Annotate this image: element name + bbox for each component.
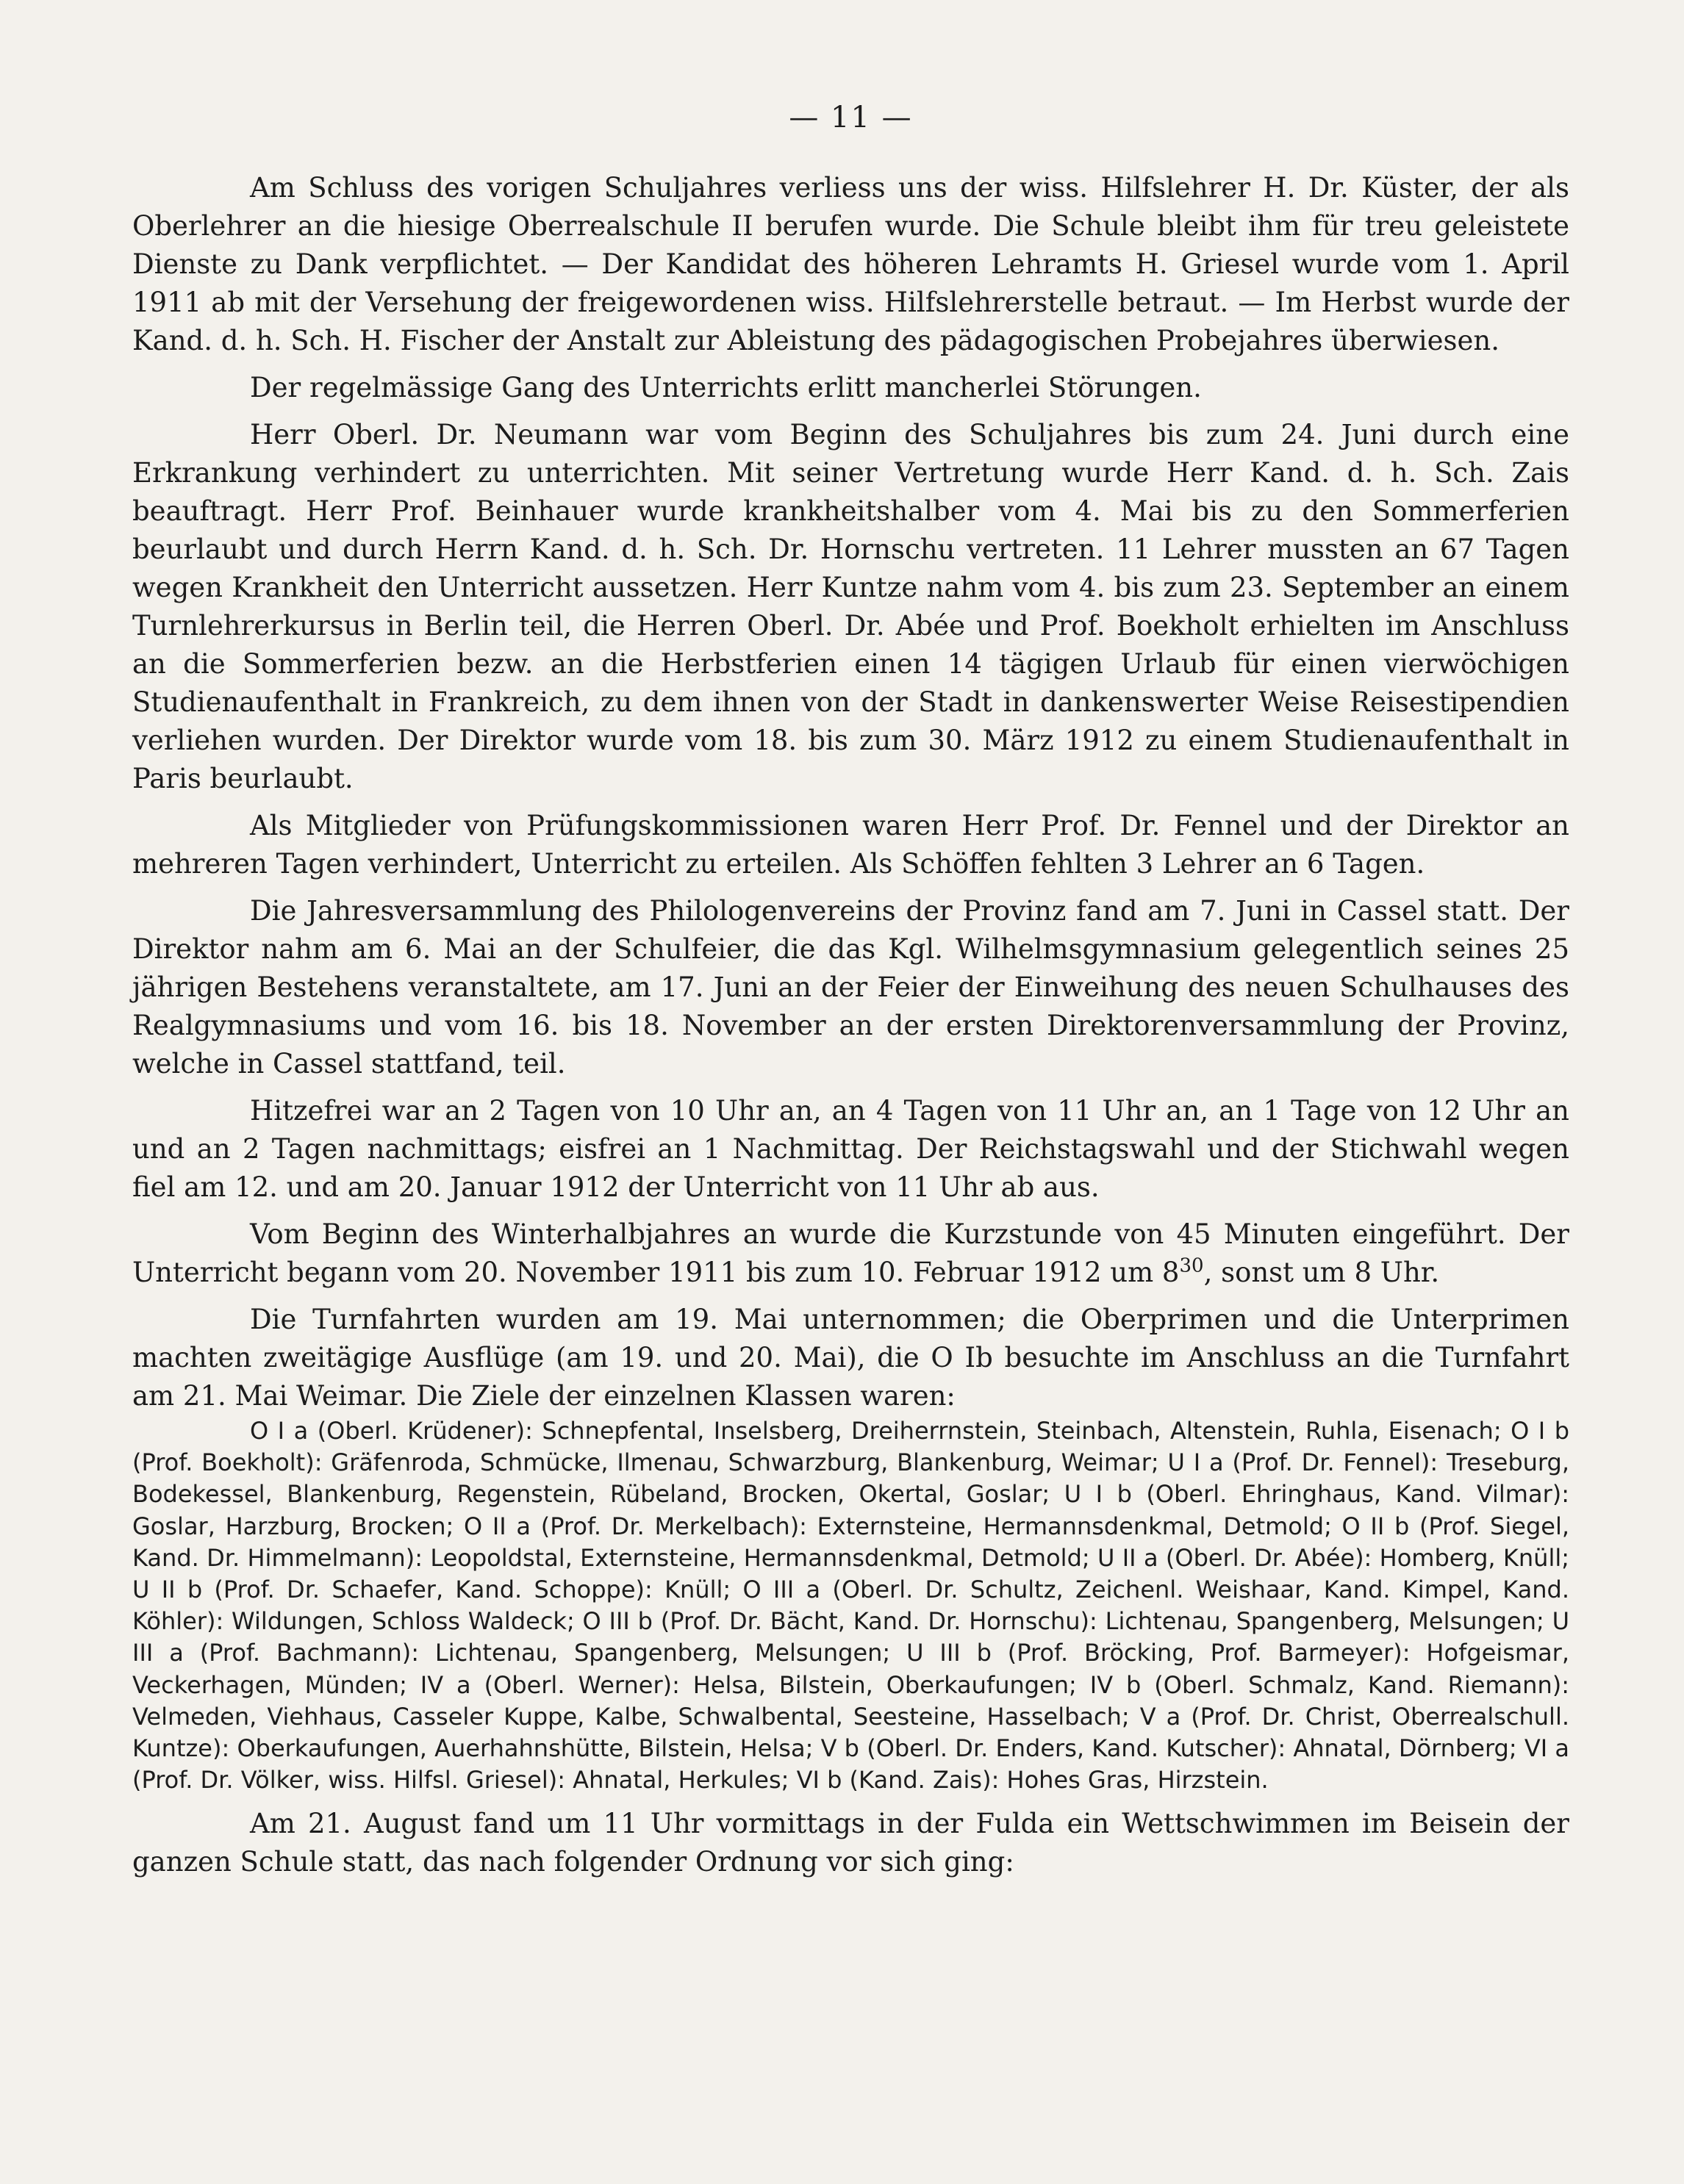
paragraph-absences: Herr Oberl. Dr. Neumann war vom Beginn des Schuljahres bis zum 24. Juni durch eine Erkrankung verhindert zu unterrichten. Mit seiner Vertretung wurde Herr Kand. d. h. Sch. Zais beauftragt. Herr Prof. Beinhauer wurde krankheitshalber vom 4. Mai bis zu den Sommerferien beurlaubt und durch Herrn Kand. d. h. Sch. Dr. Hornschu vertreten. 11 Lehrer mussten an 67 Tagen wegen Krankheit den Unterricht aussetzen. Herr Kuntze nahm vom 4. bis zum 23. September an einem Turnlehrerkursus in Berlin teil, die Herren Oberl. Dr. Abée und Prof. Boekholt erhielten im Anschluss an die Sommerferien bezw. an die Herbstferien einen 14 tägigen Urlaub für einen vierwöchigen Studienaufenthalt in Frankreich, zu dem ihnen von der Stadt in dankenswerter Weise Reisestipendien verliehen wurden. Der Direktor wurde vom 18. bis zum 30. März 1912 zu einem Studienaufenthalt in Paris beurlaubt. — [132, 419, 1569, 794]
paragraph-staff-changes: Am Schluss des vorigen Schuljahres verliess uns der wiss. Hilfslehrer H. Dr. Küster, der als Oberlehrer an die hiesige Oberrealschule II berufen wurde. Die Schule bleibt ihm für treu geleistete Dienste zu Dank verpflichtet. — Der Kandidat des höheren Lehramts H. Griesel wurde vom 1. April 1911 ab mit der Versehung der freigewordenen wiss. Hilfslehrerstelle betraut. — Im Herbst wurde der Kand. d. h. Sch. H. Fischer der Anstalt zur Ableistung des pädagogischen Probejahres überwiesen. — [132, 172, 1569, 356]
page-number: — 11 — — [789, 101, 913, 134]
paragraph-excursions-intro: Die Turnfahrten wurden am 19. Mai unternommen; die Oberprimen und die Unterprimen machten zweitägige Ausflüge (am 19. und 20. Mai), die O Ib besuchte im Anschluss an die Turnfahrt am 21. Mai Weimar. Die Ziele der einzelnen Klassen waren: — [132, 1304, 1569, 1412]
paragraph-annual-meeting: Die Jahresversammlung des Philologenvereins der Provinz fand am 7. Juni in Cassel statt. Der Direktor nahm am 6. Mai an der Schulfeier, die das Kgl. Wilhelmsgymnasium gelegentlich seines 25 jährigen Bestehens veranstaltete, am 17. Juni an der Feier der Einweihung des neuen Schulhauses des Realgymnasiums und vom 16. bis 18. November an der ersten Direktorenversammlung der Provinz, welche in Cassel stattfand, teil. — [132, 895, 1569, 1080]
short-lessons-text: Vom Beginn des Winterhalbjahres an wurde die Kurzstunde von 45 Minuten eingeführt. Der Unterricht begann vom 20. November 1911 bis zum 10. Februar 1912 um 8 — [132, 1218, 1569, 1288]
paragraph-examination-commissions: Als Mitglieder von Prüfungskommissionen waren Herr Prof. Dr. Fennel und der Direktor an mehreren Tagen verhindert, Unterricht zu erteilen. Als Schöffen fehlten 3 Lehrer an 6 Tagen. — [132, 810, 1569, 880]
page-content — [132, 96, 1569, 2124]
paragraph-short-lessons — [132, 1215, 1569, 1292]
class-destinations-list: O I a (Oberl. Krüdener): Schnepfental, Inselsberg, Dreiherrnstein, Steinbach, Altenstein, Ruhla, Eisenach; O I b (Prof. Boekholt): Gräfenroda, Schmücke, Ilmenau, Schwarzburg, Blankenburg, Weimar; U I a (Prof. Dr. Fennel): Treseburg, Bodekessel, Blankenburg, Regenstein, Rübeland, Brocken, Okertal, Goslar; U I b (Oberl. Ehringhaus, Kand. Vilmar): Goslar, Harzburg, Brocken; O II a (Prof. Dr. Merkelbach): Externsteine, Hermannsdenkmal, Detmold; O II b (Prof. Siegel, Kand. Dr. Himmelmann): Leopoldstal, Externsteine, Hermannsdenkmal, Detmold; U II a (Oberl. Dr. Abée): Homberg, Knüll; U II b (Prof. Dr. Schaefer, Kand. Schoppe): Knüll; O III a (Oberl. Dr. Schultz, Zeichenl. Weishaar, Kand. Kimpel, Kand. Köhler): Wildungen, Schloss Waldeck; O III b (Prof. Dr. Bächt, Kand. Dr. Hornschu): Lichtenau, Spangenberg, Melsungen; U III a (Prof. Bachmann): Lichtenau, Spangenberg, Melsungen; U III b (Prof. Bröcking, Prof. Barmeyer): Hofgeismar, Veckerhagen, Münden; IV a (Oberl. Werner): Helsa, Bilstein, Oberkaufungen; IV b (Oberl. Schmalz, Kand. Riemann): Velmeden, Viehhaus, Casseler Kuppe, Kalbe, Schwalbental, Seesteine, Hasselbach; V a (Prof. Dr. Christ, Oberrealschull. Kuntze): Oberkaufungen, Auerhahnshütte, Bilstein, Helsa; V b (Oberl. Dr. Enders, Kand. Kutscher): Ahnatal, Dörnberg; VI a (Prof. Dr. Völker, wiss. Hilfsl. Griesel): Ahnatal, Herkules; VI b (Kand. Zais): Hohes Gras, Hirzstein. — [132, 1417, 1569, 1795]
short-lessons-tail: , sonst um 8 Uhr. — [1203, 1257, 1440, 1288]
paragraph-heat-holidays: Hitzefrei war an 2 Tagen von 10 Uhr an, an 4 Tagen von 11 Uhr an, an 1 Tage von 12 Uhr an und an 2 Tagen nachmittags; eisfrei an 1 Nachmittag. Der Reichstagswahl und der Stichwahl wegen fiel am 12. und am 20. Januar 1912 der Unterricht von 11 Uhr ab aus. — [132, 1095, 1569, 1203]
time-superscript: 30 — [1179, 1254, 1204, 1277]
paragraph-disruptions: Der regelmässige Gang des Unterrichts erlitt mancherlei Störungen. — [250, 372, 1202, 403]
paragraph-swimming-competition: Am 21. August fand um 11 Uhr vormittags in der Fulda ein Wettschwimmen im Beisein der ganzen Schule statt, das nach folgender Ordnung vor sich ging: — [132, 1808, 1569, 1878]
